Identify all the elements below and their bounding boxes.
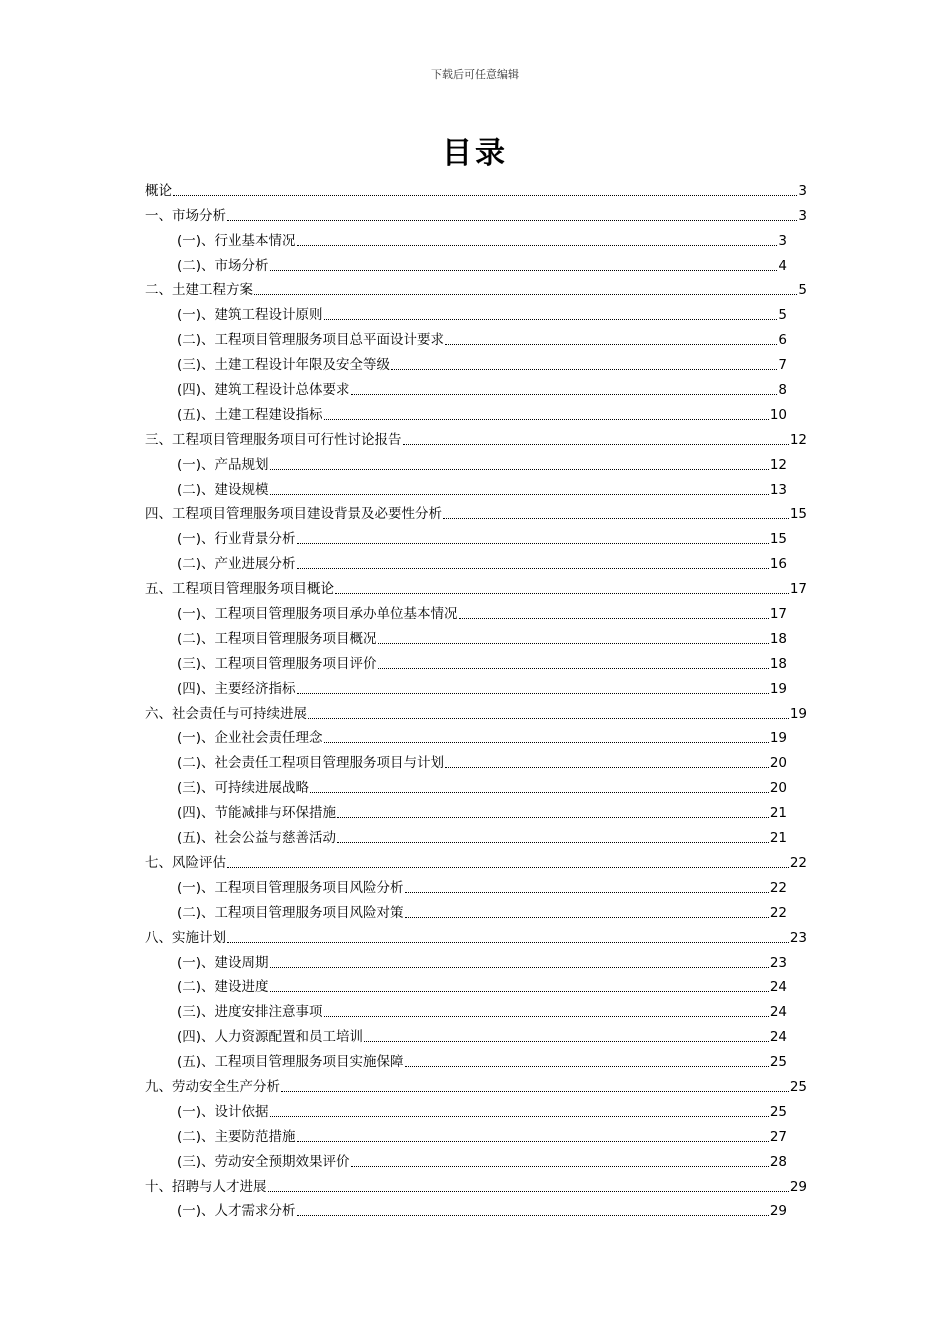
toc-page-number: 25 [769,1103,787,1120]
toc-page-number: 24 [769,1029,787,1046]
toc-entry[interactable] [145,548,807,573]
toc-dot-leader [297,693,769,694]
toc-page-number: 5 [798,282,807,299]
toc-entry[interactable] [145,424,807,449]
toc-entry[interactable] [145,1071,807,1096]
toc-dot-leader [378,643,769,644]
toc-page-number: 23 [769,954,787,971]
toc-dot-leader [364,1041,769,1042]
toc-entry-text: (一)、人才需求分析 [177,1203,296,1220]
toc-entry[interactable] [145,225,807,250]
toc-page-number: 5 [778,307,787,324]
toc-entry[interactable] [145,349,807,374]
toc-entry-text: (二)、主要防范措施 [177,1128,296,1145]
toc-page-number: 19 [769,730,787,747]
toc-page-number: 15 [769,531,787,548]
toc-entry[interactable] [145,1096,807,1121]
toc-entry-text: 五、工程项目管理服务项目概论 [145,581,334,598]
toc-entry[interactable] [145,772,807,797]
toc-dot-leader [270,469,769,470]
toc-entry-text: (一)、行业基本情况 [177,232,296,249]
toc-dot-leader [324,742,769,743]
toc-entry-text: 九、劳动安全生产分析 [145,1078,280,1095]
toc-entry-text: (一)、建设周期 [177,954,269,971]
toc-entry-text: (四)、主要经济指标 [177,680,296,697]
toc-dot-leader [445,344,777,345]
toc-page-number: 10 [769,406,787,423]
toc-entry-text: 十、招聘与人才进展 [145,1178,267,1195]
toc-entry-text: (二)、工程项目管理服务项目风险对策 [177,904,404,921]
toc-entry[interactable] [145,623,807,648]
toc-page-number: 28 [769,1153,787,1170]
toc-dot-leader [227,867,789,868]
toc-entry-text: (三)、进度安排注意事项 [177,1004,323,1021]
toc-entry[interactable] [145,324,807,349]
toc-title: 目录 [442,136,508,171]
toc-entry[interactable] [145,275,807,300]
toc-entry[interactable] [145,1196,807,1221]
toc-entry-text: (一)、企业社会责任理念 [177,730,323,747]
toc-entry-text: (五)、社会公益与慈善活动 [177,830,337,847]
toc-entry[interactable] [145,399,807,424]
toc-entry-text: 二、土建工程方案 [145,282,253,299]
toc-page-number: 20 [769,780,787,797]
toc-dot-leader [443,518,789,519]
toc-entry[interactable] [145,573,807,598]
toc-entry-text: 六、社会责任与可持续进展 [145,705,307,722]
toc-entry[interactable] [145,1121,807,1146]
toc-dot-leader [378,668,769,669]
toc-entry[interactable] [145,698,807,723]
toc-entry[interactable] [145,847,807,872]
toc-entry-text: (三)、可持续进展战略 [177,780,310,797]
toc-entry[interactable] [145,374,807,399]
toc-page-number: 22 [769,904,787,921]
toc-entry[interactable] [145,922,807,947]
toc-page-number: 25 [769,1054,787,1071]
toc-entry[interactable] [145,299,807,324]
toc-dot-leader [403,444,789,445]
toc-page-number: 23 [789,929,807,946]
toc-page-number: 3 [798,207,807,224]
toc-page-number: 19 [789,705,807,722]
toc-entry-text: (三)、土建工程设计年限及安全等级 [177,357,391,374]
toc-dot-leader [391,369,777,370]
toc-page-number: 16 [769,556,787,573]
toc-entry-text: (四)、人力资源配置和员工培训 [177,1029,364,1046]
toc-page-number: 13 [769,481,787,498]
toc-page-number: 12 [789,431,807,448]
toc-entry[interactable] [145,897,807,922]
toc-entry[interactable] [145,747,807,772]
toc-entry-text: (二)、建设规模 [177,481,269,498]
toc-entry-text: (五)、土建工程建设指标 [177,406,323,423]
toc-dot-leader [324,419,769,420]
toc-dot-leader [324,1016,769,1017]
toc-dot-leader [297,245,778,246]
toc-entry[interactable] [145,1146,807,1171]
toc-dot-leader [270,270,778,271]
toc-page-number: 21 [769,830,787,847]
toc-entry-text: (四)、建筑工程设计总体要求 [177,382,350,399]
toc-entry[interactable] [145,797,807,822]
toc-dot-leader [173,195,797,196]
toc-page-number: 8 [778,382,787,399]
toc-dot-leader [297,1215,769,1216]
toc-entry-text: (一)、行业背景分析 [177,531,296,548]
toc-dot-leader [281,1091,789,1092]
toc-page-number: 7 [778,357,787,374]
toc-dot-leader [270,967,769,968]
toc-entry-text: (三)、工程项目管理服务项目评价 [177,655,377,672]
toc-page-number: 19 [769,680,787,697]
toc-page-number: 22 [769,879,787,896]
toc-dot-leader [405,892,769,893]
toc-entry-text: (二)、市场分析 [177,257,269,274]
toc-dot-leader [445,767,769,768]
toc-entry[interactable] [145,648,807,673]
toc-entry[interactable] [145,175,807,200]
toc-entry-text: (二)、产业进展分析 [177,556,296,573]
toc-dot-leader [270,991,769,992]
toc-entry[interactable] [145,972,807,997]
toc-entry-text: (二)、社会责任工程项目管理服务项目与计划 [177,755,445,772]
toc-dot-leader [405,917,769,918]
toc-entry[interactable] [145,947,807,972]
toc-page-number: 18 [769,630,787,647]
toc-page-number: 22 [789,854,807,871]
toc-page-number: 20 [769,755,787,772]
toc-entry-text: (五)、工程项目管理服务项目实施保障 [177,1054,404,1071]
toc-page-number: 21 [769,805,787,822]
toc-dot-leader [308,718,789,719]
toc-entry[interactable] [145,822,807,847]
toc-dot-leader [459,618,769,619]
toc-entry-text: (三)、劳动安全预期效果评价 [177,1153,350,1170]
toc-entry-text: (一)、产品规划 [177,456,269,473]
toc-entry-text: (一)、设计依据 [177,1103,269,1120]
toc-page-number: 24 [769,1004,787,1021]
toc-dot-leader [297,568,769,569]
toc-entry[interactable] [145,1021,807,1046]
toc-entry[interactable] [145,673,807,698]
toc-dot-leader [227,220,797,221]
toc-entry-text: (一)、工程项目管理服务项目承办单位基本情况 [177,606,458,623]
toc-entry-text: (一)、工程项目管理服务项目风险分析 [177,879,404,896]
toc-page-number: 3 [798,182,807,199]
toc-entry-text: (二)、工程项目管理服务项目总平面设计要求 [177,332,445,349]
toc-page-number: 17 [789,581,807,598]
toc-dot-leader [254,294,797,295]
toc-entry-text: 三、工程项目管理服务项目可行性讨论报告 [145,431,402,448]
toc-dot-leader [310,792,769,793]
toc-entry[interactable] [145,449,807,474]
toc-entry[interactable] [145,200,807,225]
toc-entry[interactable] [145,598,807,623]
toc-entry[interactable] [145,996,807,1021]
toc-entry-text: 七、风险评估 [145,854,226,871]
header-note: 下载后可任意编辑 [431,68,519,81]
toc-page-number: 29 [789,1178,807,1195]
toc-entry-text: 四、工程项目管理服务项目建设背景及必要性分析 [145,506,442,523]
toc-entry-text: (二)、工程项目管理服务项目概况 [177,630,377,647]
toc-dot-leader [297,1141,769,1142]
toc-entry[interactable] [145,723,807,748]
toc-dot-leader [268,1191,789,1192]
toc-dot-leader [270,494,769,495]
toc-page-number: 24 [769,979,787,996]
toc-list [145,175,807,1220]
toc-dot-leader [324,319,778,320]
toc-page-number: 27 [769,1128,787,1145]
toc-page-number: 12 [769,456,787,473]
toc-dot-leader [405,1066,769,1067]
toc-page-number: 15 [789,506,807,523]
toc-page-number: 4 [778,257,787,274]
toc-page-number: 6 [778,332,787,349]
toc-page-number: 17 [769,606,787,623]
toc-entry[interactable] [145,1046,807,1071]
toc-dot-leader [270,1116,769,1117]
toc-page-number: 3 [778,232,787,249]
toc-entry-text: 概论 [145,182,172,199]
toc-entry-text: (四)、节能减排与环保措施 [177,805,337,822]
toc-entry[interactable] [145,523,807,548]
toc-entry-text: 一、市场分析 [145,207,226,224]
toc-entry-text: 八、实施计划 [145,929,226,946]
toc-page-number: 29 [769,1203,787,1220]
toc-dot-leader [337,842,769,843]
toc-page-number: 25 [789,1078,807,1095]
toc-entry[interactable] [145,872,807,897]
toc-entry[interactable] [145,1171,807,1196]
toc-dot-leader [337,817,769,818]
toc-dot-leader [351,1166,769,1167]
toc-dot-leader [335,593,789,594]
toc-entry[interactable] [145,250,807,275]
toc-dot-leader [227,942,789,943]
toc-dot-leader [351,394,778,395]
toc-entry[interactable] [145,499,807,524]
toc-entry[interactable] [145,474,807,499]
toc-entry-text: (一)、建筑工程设计原则 [177,307,323,324]
toc-page-number: 18 [769,655,787,672]
toc-entry-text: (二)、建设进度 [177,979,269,996]
toc-dot-leader [297,543,769,544]
